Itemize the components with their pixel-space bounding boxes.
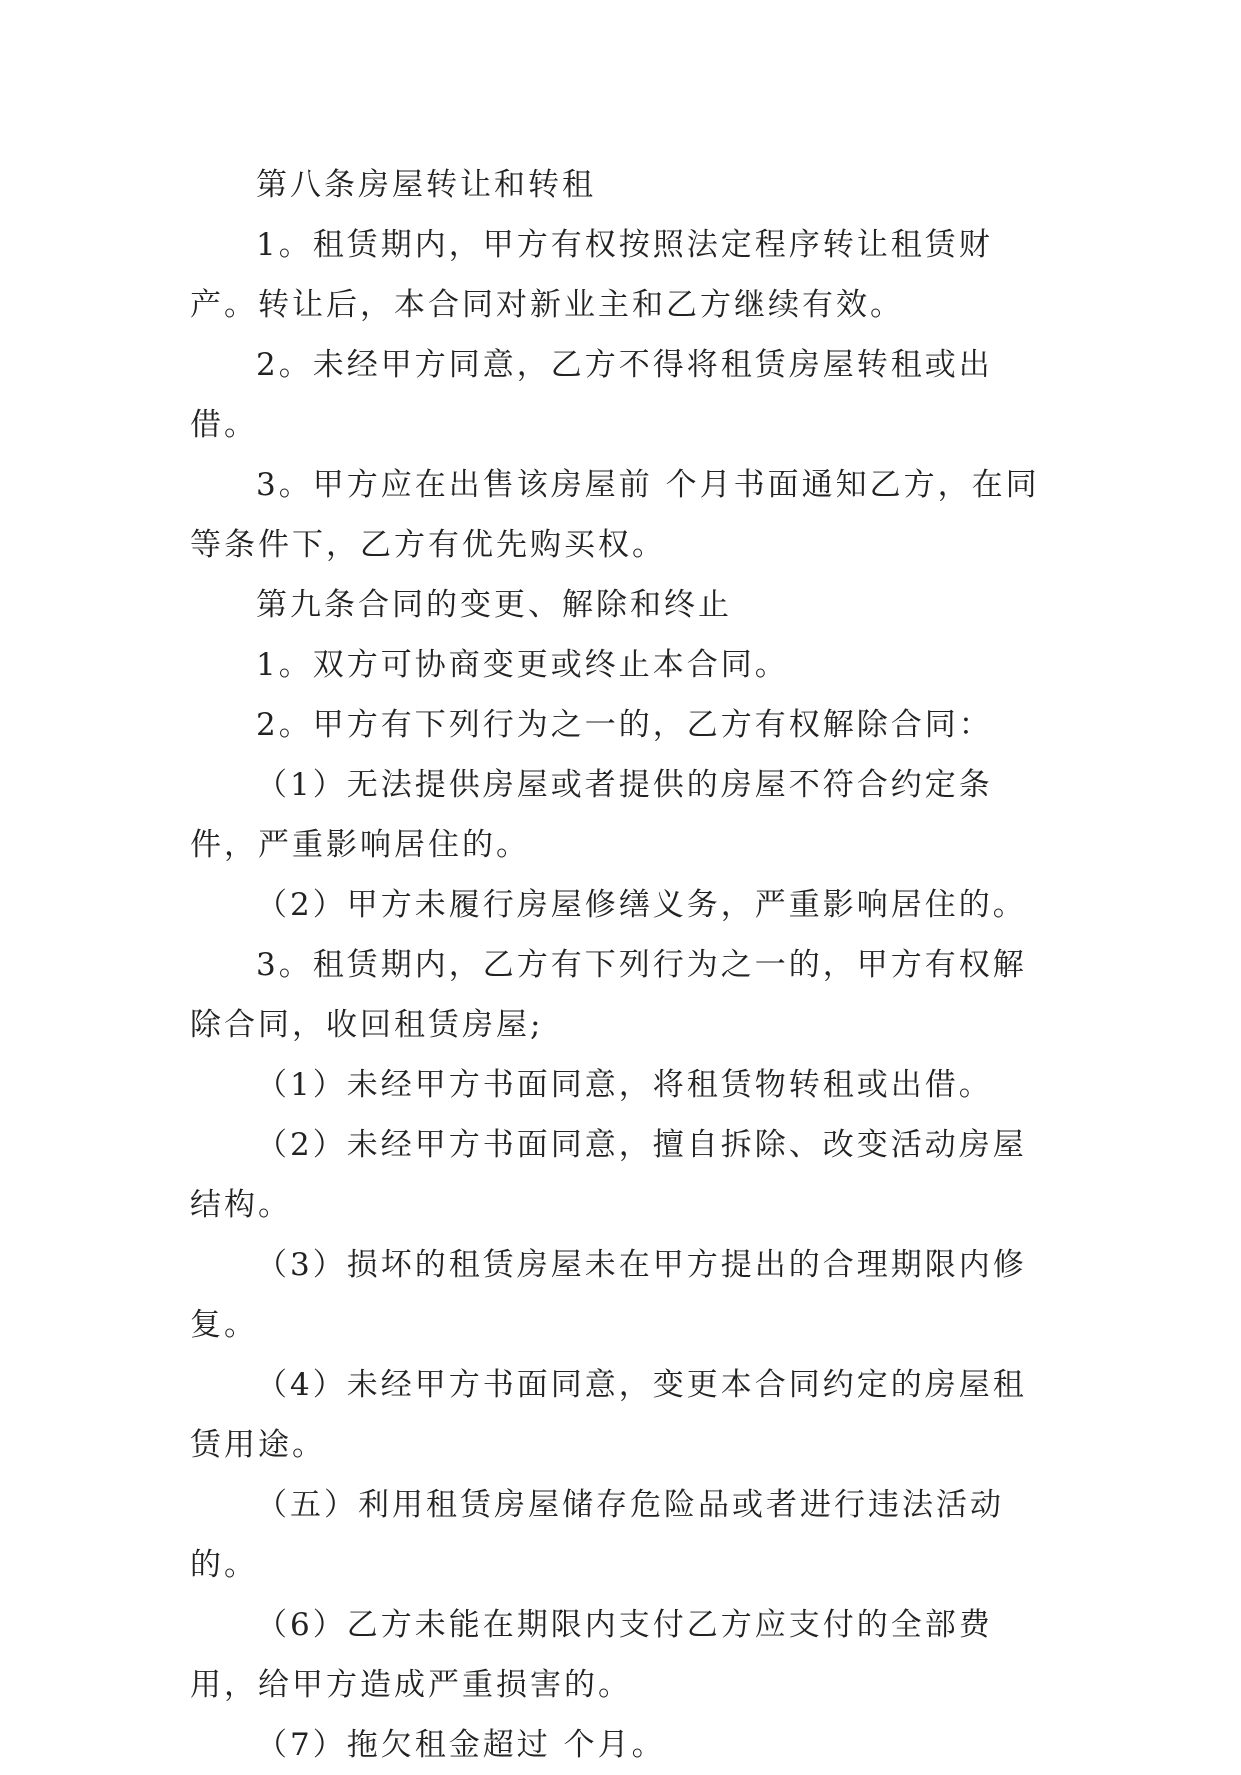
paragraph: 3。租赁期内，乙方有下列行为之一的，甲方有权解除合同，收回租赁房屋; bbox=[190, 947, 1027, 1043]
list-item: （1）无法提供房屋或者提供的房屋不符合约定条件，严重影响居住的。 bbox=[190, 767, 993, 863]
list-item: （3）损坏的租赁房屋未在甲方提出的合理期限内修复。 bbox=[190, 1247, 1027, 1343]
list-item: （2）未经甲方书面同意，擅自拆除、改变活动房屋结构。 bbox=[190, 1127, 1027, 1223]
paragraph: 3。甲方应在出售该房屋前 个月书面通知乙方，在同等条件下，乙方有优先购买权。 bbox=[190, 467, 1040, 563]
list-item: （2）甲方未履行房屋修缮义务，严重影响居住的。 bbox=[256, 887, 1027, 923]
paragraph: 2。未经甲方同意，乙方不得将租赁房屋转租或出借。 bbox=[190, 347, 993, 443]
document-body bbox=[190, 155, 1060, 1775]
list-item: （五）利用租赁房屋储存危险品或者进行违法活动的。 bbox=[190, 1487, 1004, 1583]
paragraph: 1。租赁期内，甲方有权按照法定程序转让租赁财产。转让后，本合同对新业主和乙方继续有效。 bbox=[190, 227, 993, 323]
section-heading-9: 第九条合同的变更、解除和终止 bbox=[256, 587, 732, 623]
paragraph: 2。甲方有下列行为之一的，乙方有权解除合同： bbox=[256, 707, 993, 743]
list-item: （7）拖欠租金超过 个月。 bbox=[256, 1727, 666, 1763]
section-heading-8: 第八条房屋转让和转租 bbox=[256, 167, 596, 203]
list-item: （6）乙方未能在期限内支付乙方应支付的全部费用，给甲方造成严重损害的。 bbox=[190, 1607, 993, 1703]
list-item: （4）未经甲方书面同意，变更本合同约定的房屋租赁用途。 bbox=[190, 1367, 1027, 1463]
list-item: （1）未经甲方书面同意，将租赁物转租或出借。 bbox=[256, 1067, 993, 1103]
paragraph: 1。双方可协商变更或终止本合同。 bbox=[256, 647, 789, 683]
